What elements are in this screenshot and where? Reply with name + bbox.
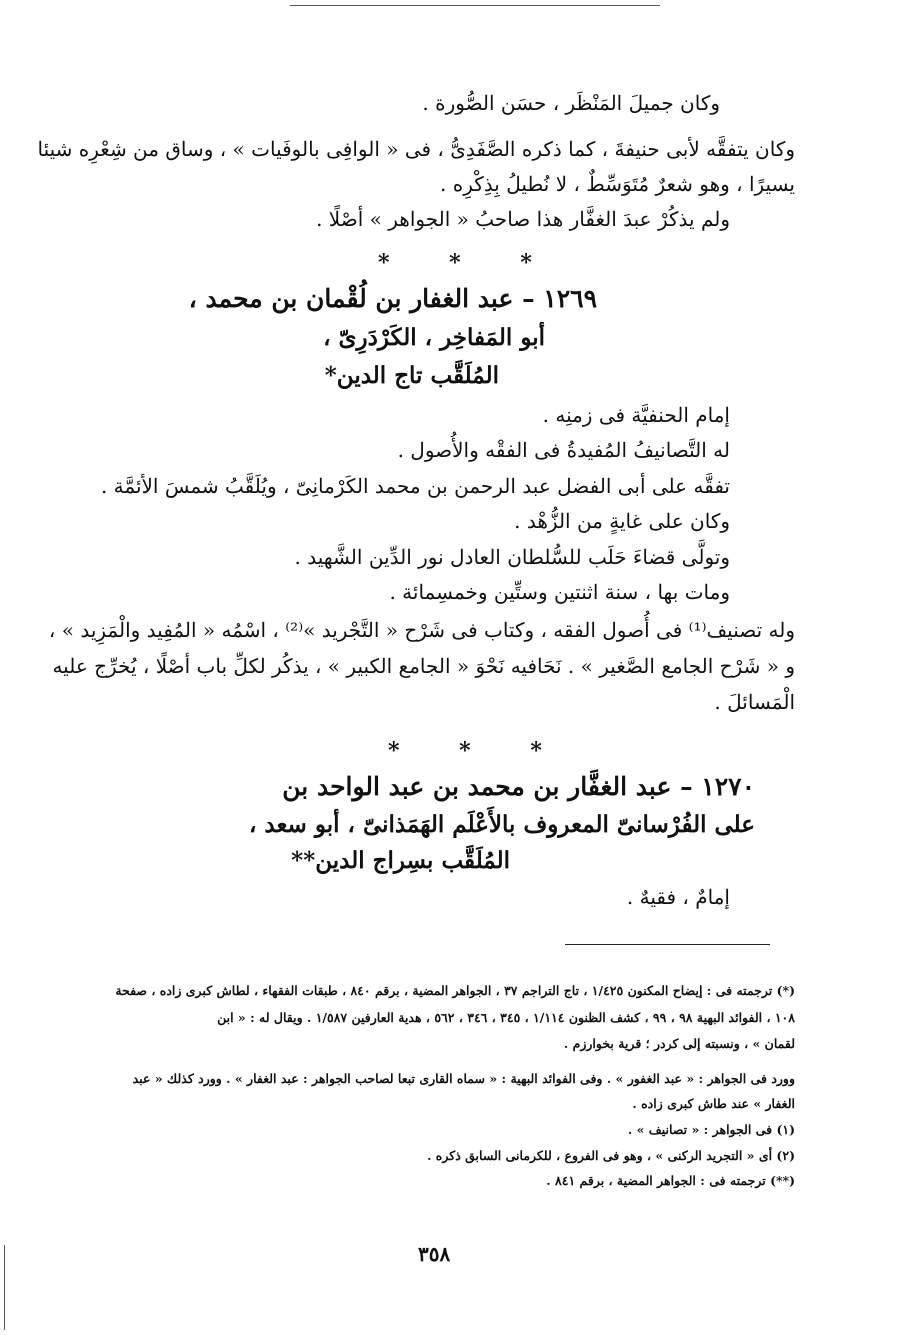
- entry-heading-line: أبو المَفاخِر ، الكَرْدَرِىّ ،: [323, 324, 545, 351]
- body-line: الْمَسائلَ .: [714, 690, 795, 714]
- footnote-line: لقمان » ، ونسبته إلى كردر ؛ قرية بخوارزم .: [563, 1036, 795, 1051]
- body-line: إمام الحنفيَّة فى زمنِه .: [542, 403, 730, 427]
- body-line: له التَّصانيفُ المُفيدةُ فى الفقْه والأُصول .: [397, 438, 730, 462]
- section-separator-stars: * * *: [388, 738, 568, 764]
- body-line: ولم يذكُرْ عبدَ الغفَّار هذا صاحبُ « الجواهر » أصْلًا .: [316, 207, 730, 231]
- body-line: وكان يتفقَّه لأبى حنيفةَ ، كما ذكره الصَّفَدِىُّ ، فى « الوافِى بالوفَيات » ، وساق من شِعْرِه شيئا: [37, 137, 795, 161]
- entry-heading: ١٢٦٩ – عبد الغفار بن لُقْمان بن محمد ،: [188, 284, 597, 313]
- entry-heading-line: المُلَقَّب تاج الدين*: [324, 362, 499, 389]
- footnote-separator: [565, 944, 770, 945]
- section-separator-stars: * * *: [378, 250, 558, 276]
- entry-heading: ١٢٧٠ – عبد الغفَّار بن محمد بن عبد الواحد بن: [282, 772, 755, 801]
- footnote-line: (١) فى الجواهر : « تصانيف » .: [627, 1122, 795, 1137]
- footnote-line: الغفار » عند طاش كبرى زاده .: [632, 1096, 795, 1111]
- body-line: وكان جميلَ المَنْظَر ، حسَن الصُّورة .: [422, 91, 720, 115]
- footnote-line: (*) ترجمته فى : إيضاح المكنون ١/٤٢٥ ، تاج التراجم ٣٧ ، الجواهر المضية ، برقم ٨٤٠ ، طبقات الفقهاء ، لطاش كبرى زاده ، صفحة: [115, 983, 795, 998]
- scan-top-rule: [290, 5, 660, 6]
- entry-heading-line: على الفُرْسانىّ المعروف بالأَعْلَم الهَمَذانىّ ، أبو سعد ،: [248, 811, 755, 838]
- footnote-line: (٢) أى « التجريد الركنى » ، وهو فى الفروع ، للكرمانى السابق ذكره .: [427, 1148, 795, 1163]
- footnote-line: (**) ترجمته فى : الجواهر المضية ، برقم ٨٤١ .: [546, 1173, 795, 1188]
- scan-left-rule: [4, 1245, 5, 1330]
- body-line: ومات بها ، سنة اثنتين وستِّين وخمسِمائة .: [389, 580, 730, 604]
- body-line: وتولَّى قضاءَ حَلَب للسُّلطان العادل نور الدِّين الشَّهيد .: [294, 545, 730, 569]
- body-line: وله تصنيف⁽¹⁾ فى أُصول الفقه ، وكتاب فى شَرْح « التَّجْريد »⁽²⁾ ، اسْمُه « المُفِيد والْمَزِيد » ،: [48, 618, 795, 642]
- body-line: إمامٌ ، فقيهٌ .: [626, 885, 730, 909]
- footnote-line: وورد فى الجواهر : « عبد الغفور » . وفى الفوائد البهية : « سماه القارى تبعا لصاحب الجواهر : عبد الغفار » . وورد كذلك « عبد: [132, 1071, 795, 1086]
- body-line: وكان على غايةٍ من الزُّهْد .: [514, 509, 730, 533]
- body-line: يسيرًا ، وهو شعرٌ مُتَوَسِّطٌ ، لا نُطيلُ بِذِكْرِه .: [440, 172, 795, 196]
- body-line: و « شَرْح الجامع الصَّغير » . نَحَافيه نَحْوَ « الجامع الكبير » ، يذكُر لكلِّ باب أصْلًا ، يُخرِّج عليه: [52, 654, 795, 678]
- page-number: ٣٥٨: [418, 1242, 451, 1266]
- entry-heading-line: المُلَقَّب بسِراج الدين**: [291, 847, 510, 874]
- footnote-line: ١٠٨ ، الفوائد البهية ٩٨ ، ٩٩ ، كشف الظنون ١/١١٤ ، ٣٤٥ ، ٣٤٦ ، ٥٦٢ ، هدية العارفين ١/٥٨٧ . ويقال له : « ابن: [217, 1010, 795, 1025]
- body-line: تفقَّه على أبى الفضل عبد الرحمن بن محمد الكَرْمانِىّ ، ويُلَقَّبُ شمسَ الأئمَّة .: [100, 474, 730, 498]
